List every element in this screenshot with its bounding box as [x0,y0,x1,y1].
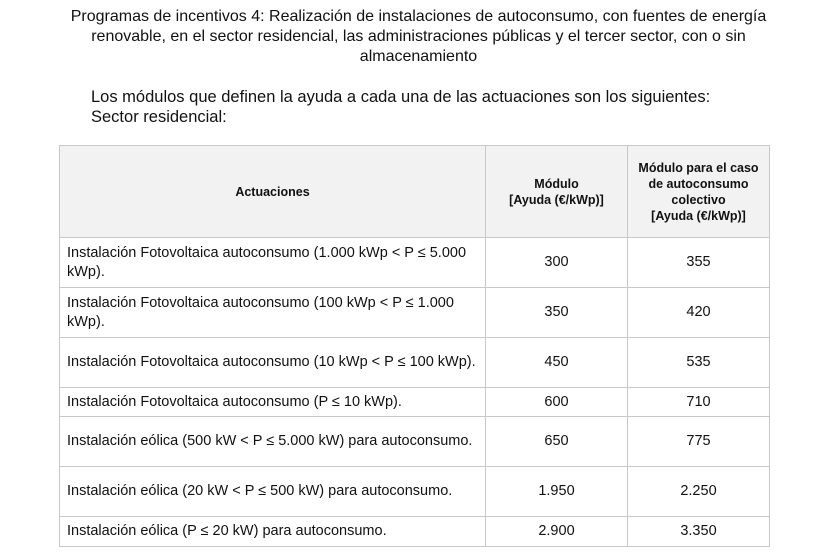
document-title: Programas de incentivos 4: Realización de instalaciones de autoconsumo, con fuentes de energía renovable, en el sector residencial, las administraciones públicas y el tercer sector, con o sin almacenamiento [70,8,767,65]
table-row [60,517,770,547]
header-colectivo-label: Módulo para el caso de autoconsumo colectivo [638,160,759,207]
header-modulo [486,146,628,238]
cell-modulo: 450 [486,338,628,388]
header-modulo-unit: [Ayuda (€/kWp)] [509,192,604,207]
cell-modulo: 650 [486,417,628,467]
cell-actuacion: Instalación Fotovoltaica autoconsumo (100 kWp < P ≤ 1.000 kWp). [60,288,486,338]
cell-colectivo: 710 [628,388,770,417]
header-actuaciones: Actuaciones [60,146,486,238]
cell-actuacion: Instalación eólica (P ≤ 20 kW) para autoconsumo. [60,517,486,547]
header-colectivo-unit: [Ayuda (€/kWp)] [651,208,746,223]
cell-colectivo: 775 [628,417,770,467]
table-row [60,467,770,517]
cell-colectivo: 3.350 [628,517,770,547]
header-modulo-label: Módulo [534,176,579,191]
cell-colectivo: 420 [628,288,770,338]
cell-modulo: 2.900 [486,517,628,547]
incentives-table [59,145,770,547]
cell-modulo: 350 [486,288,628,338]
cell-actuacion: Instalación Fotovoltaica autoconsumo (10 kWp < P ≤ 100 kWp). [60,338,486,388]
cell-modulo: 1.950 [486,467,628,517]
intro-line: Los módulos que definen la ayuda a cada una de las actuaciones son los siguientes: [91,88,711,106]
section-label: Sector residencial: [91,108,227,126]
table-row [60,417,770,467]
table-header-row [60,146,770,238]
table-row [60,238,770,288]
table-row [60,288,770,338]
cell-actuacion: Instalación Fotovoltaica autoconsumo (P ≤ 10 kWp). [60,388,486,417]
cell-colectivo: 2.250 [628,467,770,517]
cell-colectivo: 355 [628,238,770,288]
cell-colectivo: 535 [628,338,770,388]
cell-actuacion: Instalación eólica (500 kW < P ≤ 5.000 kW) para autoconsumo. [60,417,486,467]
intro-text [91,87,811,127]
table-row [60,338,770,388]
cell-actuacion: Instalación eólica (20 kW < P ≤ 500 kW) para autoconsumo. [60,467,486,517]
table-row [60,388,770,417]
cell-modulo: 600 [486,388,628,417]
cell-actuacion: Instalación Fotovoltaica autoconsumo (1.000 kWp < P ≤ 5.000 kWp). [60,238,486,288]
header-colectivo [628,146,770,238]
cell-modulo: 300 [486,238,628,288]
